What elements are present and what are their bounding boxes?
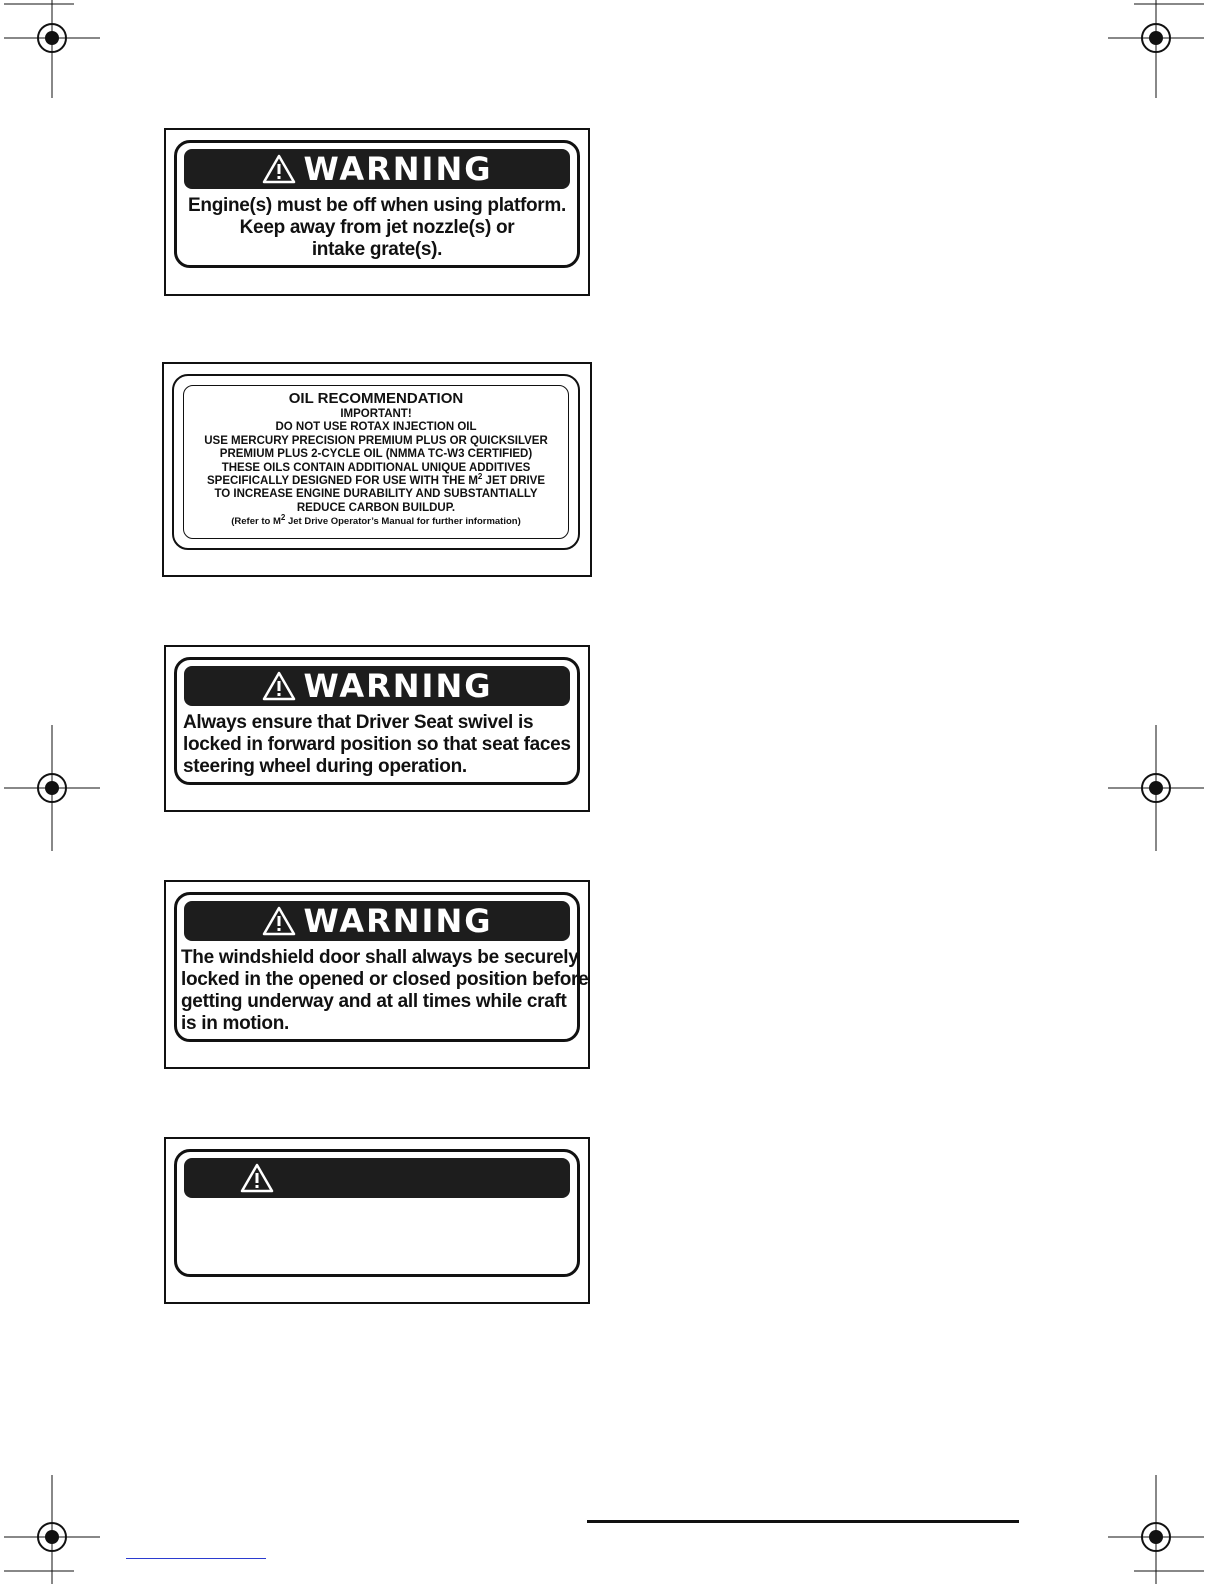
message-line: Always ensure that Driver Seat swivel is — [183, 712, 534, 733]
oil-line — [184, 472, 568, 488]
oil-line: DO NOT USE ROTAX INJECTION OIL — [275, 421, 477, 434]
oil-decal — [172, 374, 580, 550]
oil-reference-note — [184, 515, 568, 529]
warning-label: WARNING — [303, 667, 493, 705]
warning-message — [177, 189, 577, 261]
warning-decal — [174, 140, 580, 268]
decal-frame-platform — [164, 128, 590, 296]
oil-line: TO INCREASE ENGINE DURABILITY AND SUBSTANTIALLY — [214, 488, 538, 501]
warning-banner — [184, 1158, 570, 1198]
oil-line-text: SPECIFICALLY DESIGNED FOR USE WITH THE M — [206, 475, 478, 488]
message-line: intake grate(s). — [311, 239, 443, 260]
oil-decal-inner — [183, 385, 569, 539]
message-line: locked in forward position so that seat faces — [183, 734, 571, 755]
warning-decal — [174, 892, 589, 1042]
registration-mark-icon — [4, 0, 100, 86]
warning-label: WARNING — [303, 902, 493, 940]
registration-mark-icon — [4, 1475, 100, 1571]
warning-triangle-icon — [262, 154, 296, 184]
decal-frame-oil — [162, 362, 592, 577]
warning-banner — [184, 149, 570, 189]
decal-frame-blank — [164, 1137, 590, 1304]
warning-decal — [174, 657, 580, 785]
ref-text: (Refer to M — [231, 516, 281, 528]
message-line: The windshield door shall always be securely — [181, 947, 579, 968]
oil-line: USE MERCURY PRECISION PREMIUM PLUS OR QUICKSILVER — [204, 434, 548, 447]
decal-frame-windshield — [164, 880, 590, 1069]
message-line: is in motion. — [181, 1013, 289, 1034]
message-line: getting underway and at all times while craft — [181, 991, 567, 1012]
warning-decal — [174, 1149, 580, 1277]
warning-banner — [184, 901, 570, 941]
oil-line: IMPORTANT! — [340, 408, 412, 420]
decal-frame-seat — [164, 645, 590, 812]
message-line: Keep away from jet nozzle(s) or — [239, 217, 515, 238]
message-line: locked in the opened or closed position before — [181, 969, 589, 990]
oil-line: REDUCE CARBON BUILDUP. — [296, 501, 456, 514]
warning-triangle-icon — [240, 1163, 274, 1193]
warning-triangle-icon — [262, 906, 296, 936]
message-line: steering wheel during operation. — [183, 756, 467, 777]
message-line: Engine(s) must be off when using platform. — [188, 195, 566, 216]
registration-mark-icon — [1108, 1475, 1204, 1571]
superscript: 2 — [280, 513, 286, 523]
warning-banner — [184, 666, 570, 706]
warning-message — [177, 941, 589, 1035]
footer-rule — [587, 1520, 1019, 1523]
registration-mark-icon — [4, 725, 100, 821]
registration-mark-icon — [1108, 725, 1204, 821]
oil-line-text: JET DRIVE — [482, 475, 545, 488]
warning-label: WARNING — [303, 150, 493, 188]
superscript: 2 — [477, 472, 483, 482]
oil-line: PREMIUM PLUS 2-CYCLE OIL (NMMA TC-W3 CERTIFIED) — [219, 448, 533, 461]
registration-mark-icon — [1108, 0, 1204, 86]
oil-line: THESE OILS CONTAIN ADDITIONAL UNIQUE ADDITIVES — [221, 461, 531, 474]
warning-message — [177, 706, 577, 778]
footer-link-underline — [126, 1558, 266, 1559]
warning-triangle-icon — [262, 671, 296, 701]
oil-title: OIL RECOMMENDATION — [288, 390, 464, 407]
ref-text: Jet Drive Operator’s Manual for further information) — [285, 516, 521, 528]
